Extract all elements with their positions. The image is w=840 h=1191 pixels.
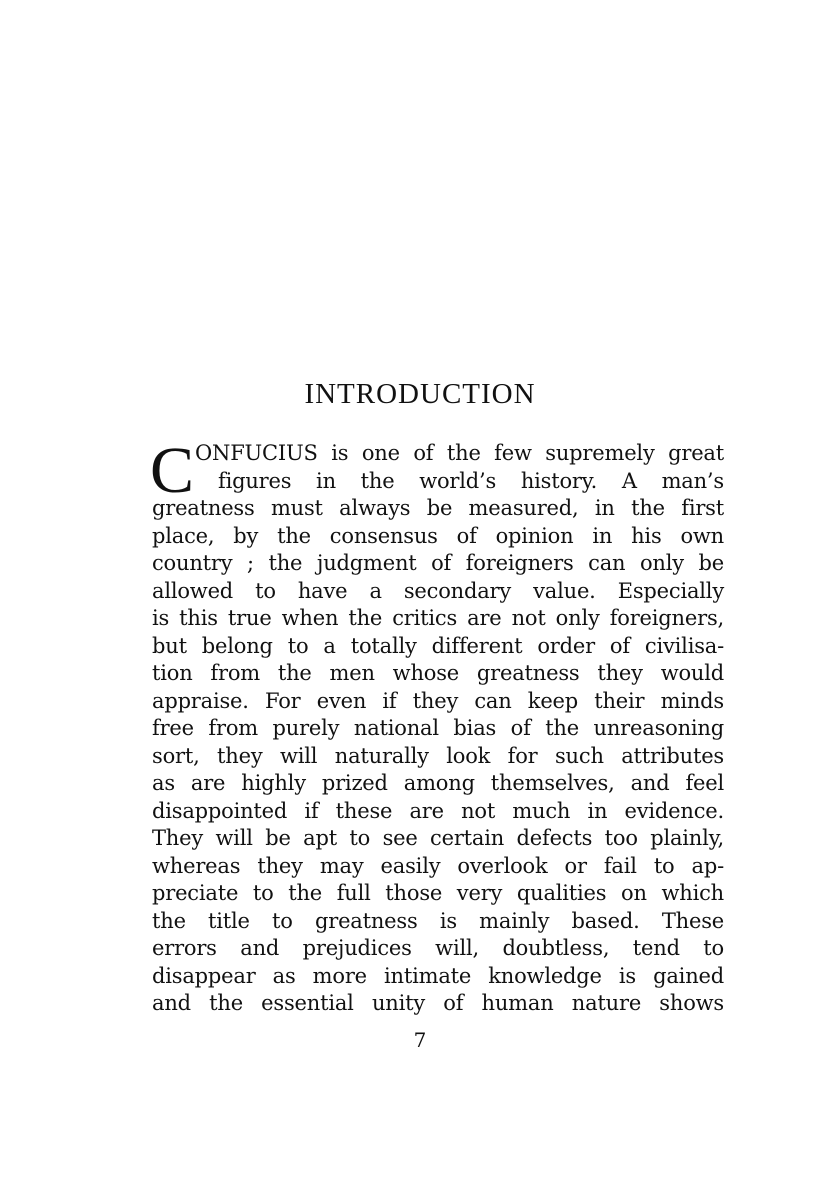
text-line: free from purely national bias of the unreasoning	[152, 716, 724, 740]
text-line: sort, they will naturally look for such attributes	[152, 743, 724, 768]
text-line: errors and prejudices will, doubtless, tend to	[152, 936, 724, 960]
text-line: figures in the world’s history. A man’s	[218, 468, 724, 493]
text-line: but belong to a totally different order of civilisa-	[152, 633, 724, 658]
text-line: is this true when the critics are not only foreigners,	[152, 606, 724, 630]
text-line: disappointed if these are not much in evidence.	[152, 798, 724, 823]
text-line: the title to greatness is mainly based. These	[152, 908, 724, 933]
text-line: They will be apt to see certain defects too plainly,	[152, 826, 724, 850]
text-line: preciate to the full those very qualities on which	[152, 881, 724, 905]
text-line: as are highly prized among themselves, and feel	[152, 771, 724, 795]
text-line: country ; the judgment of foreigners can only be	[152, 551, 724, 575]
text-line: and the essential unity of human nature shows	[152, 991, 724, 1015]
page-number: 7	[413, 1028, 427, 1052]
text-line: whereas they may easily overlook or fail to ap-	[152, 853, 724, 878]
text-line: greatness must always be measured, in the first	[152, 496, 724, 520]
body-paragraph	[150, 434, 724, 1018]
text-line: disappear as more intimate knowledge is gained	[152, 963, 724, 988]
text-line: place, by the consensus of opinion in his own	[152, 523, 724, 548]
text-line: tion from the men whose greatness they would	[152, 661, 724, 685]
text-line: allowed to have a secondary value. Especially	[152, 578, 724, 603]
text-line: appraise. For even if they can keep their minds	[152, 688, 724, 713]
chapter-heading: INTRODUCTION	[304, 378, 536, 410]
drop-cap: C	[150, 434, 195, 507]
text-line: ONFUCIUS is one of the few supremely great	[195, 441, 724, 465]
